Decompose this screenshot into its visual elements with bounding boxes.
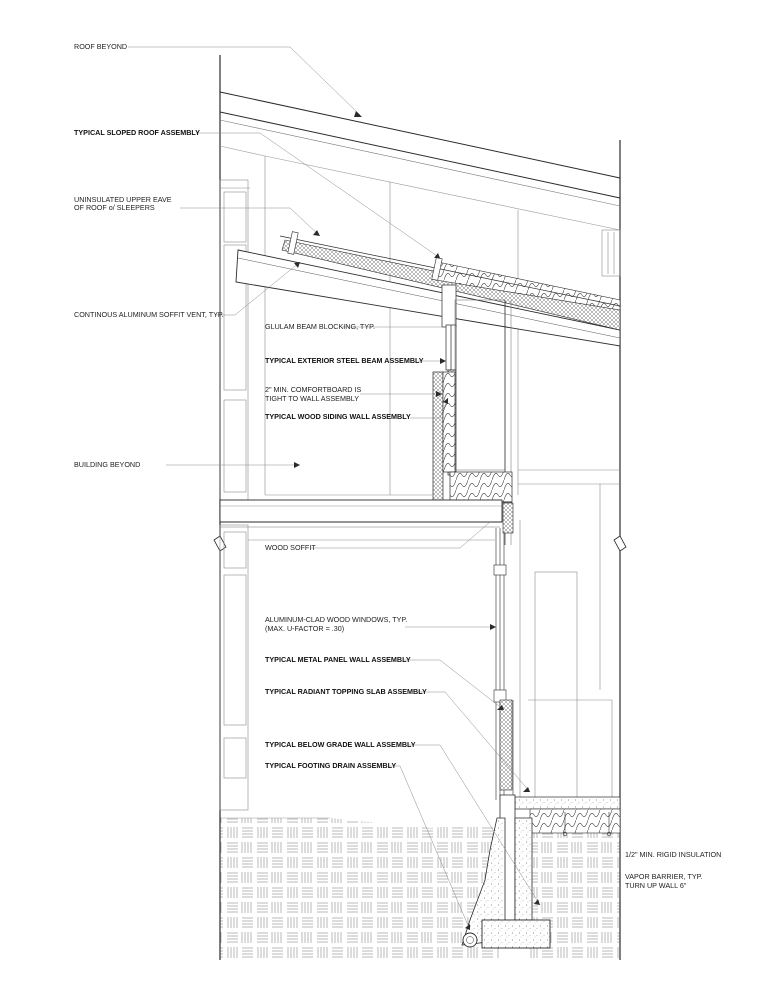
label-wood-siding-assembly: TYPICAL WOOD SIDING WALL ASSEMBLY: [265, 412, 411, 421]
label-vapor-barrier-line2: TURN UP WALL 6": [625, 881, 687, 890]
label-below-grade-assembly: TYPICAL BELOW GRADE WALL ASSEMBLY: [265, 740, 416, 749]
label-building-beyond: BUILDING BEYOND: [74, 460, 141, 469]
label-glulam-blocking: GLULAM BEAM BLOCKING, TYP.: [265, 322, 375, 331]
label-steel-beam-assembly: TYPICAL EXTERIOR STEEL BEAM ASSEMBLY: [265, 356, 424, 365]
building-beyond: [220, 156, 620, 800]
label-windows-line2: (MAX. U-FACTOR = .30): [265, 624, 345, 633]
label-soffit-vent: CONTINOUS ALUMINUM SOFFIT VENT, TYP.: [74, 310, 224, 319]
metal-panel-wall: [500, 503, 513, 795]
label-uninsulated-upper-eave-line1: UNINSULATED UPPER EAVE: [74, 195, 172, 204]
label-wood-soffit: WOOD SOFFIT: [265, 543, 316, 552]
label-rigid-insulation: 1/2" MIN. RIGID INSULATION: [625, 850, 722, 859]
roof-beyond: [220, 92, 620, 230]
label-comfortboard-line2: TIGHT TO WALL ASSEMBLY: [265, 394, 359, 403]
wood-soffit: [220, 500, 502, 527]
label-typical-sloped-roof-assembly: TYPICAL SLOPED ROOF ASSEMBLY: [74, 128, 200, 137]
label-roof-beyond: ROOF BEYOND: [74, 42, 128, 51]
label-uninsulated-upper-eave-line2: OF ROOF o/ SLEEPERS: [74, 203, 155, 212]
label-footing-drain-assembly: TYPICAL FOOTING DRAIN ASSEMBLY: [265, 761, 397, 770]
label-windows-line1: ALUMINUM-CLAD WOOD WINDOWS, TYP.: [265, 615, 408, 624]
label-comfortboard-line1: 2" MIN. COMFORTBOARD IS: [265, 385, 362, 394]
label-vapor-barrier-line1: VAPOR BARRIER, TYP.: [625, 872, 703, 881]
label-radiant-slab-assembly: TYPICAL RADIANT TOPPING SLAB ASSEMBLY: [265, 687, 427, 696]
soil-grade: [220, 818, 620, 958]
label-metal-panel-assembly: TYPICAL METAL PANEL WALL ASSEMBLY: [265, 655, 411, 664]
